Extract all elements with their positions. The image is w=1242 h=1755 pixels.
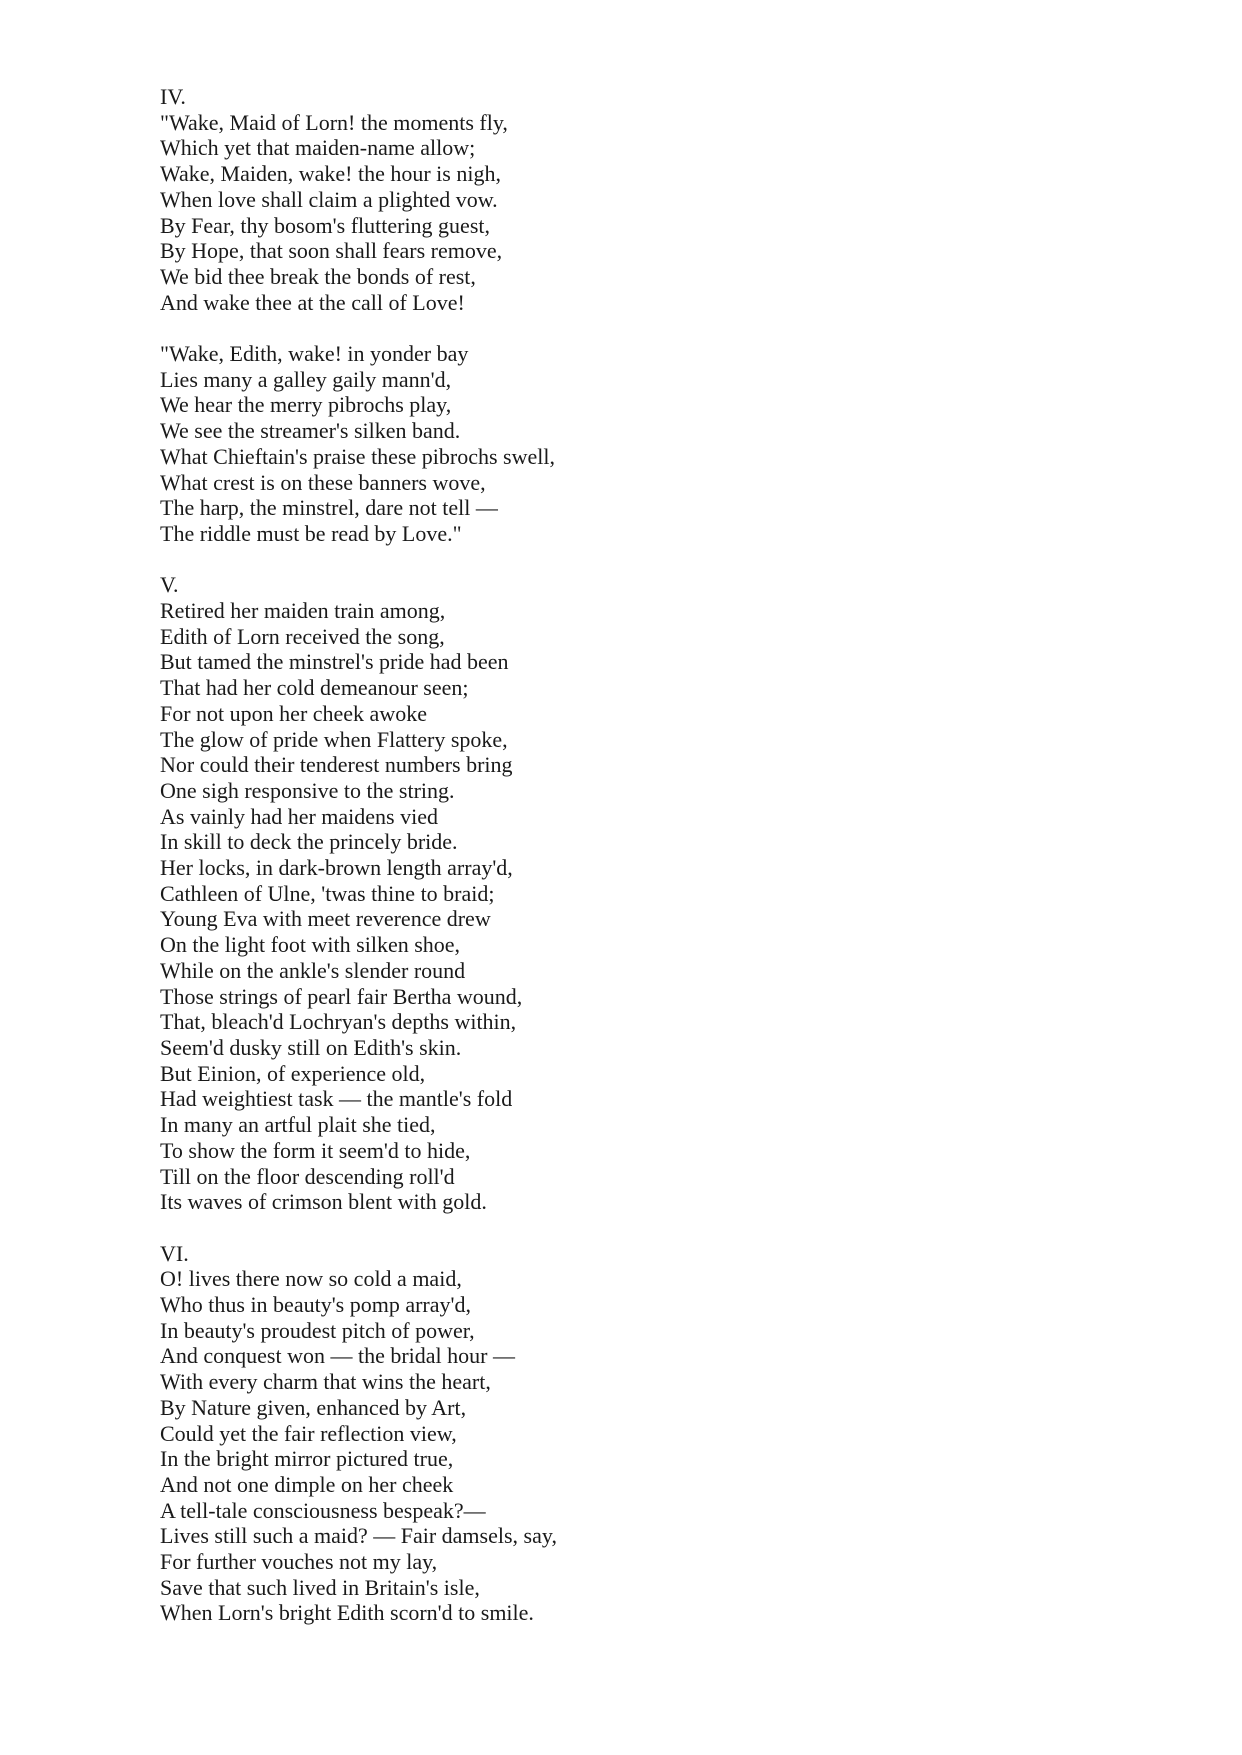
poem-line: While on the ankle's slender round (160, 957, 466, 983)
poem-line: Wake, Maiden, wake! the hour is nigh, (160, 161, 501, 187)
stanza-v (160, 572, 1160, 1215)
poem-line: In many an artful plait she tied, (160, 1112, 436, 1138)
stanza-heading: VI. (160, 1240, 189, 1266)
poem-line: Young Eva with meet reverence drew (160, 906, 491, 932)
poem-line: What crest is on these banners wove, (160, 469, 486, 495)
poem-line: We bid thee break the bonds of rest, (160, 263, 476, 289)
poem-line: And wake thee at the call of Love! (160, 289, 465, 315)
poem-line: The harp, the minstrel, dare not tell — (160, 495, 498, 521)
poem-line: In the bright mirror pictured true, (160, 1446, 454, 1472)
poem-line: Seem'd dusky still on Edith's skin. (160, 1034, 462, 1060)
stanza-vi (160, 1241, 1160, 1627)
poem-line: The glow of pride when Flattery spoke, (160, 726, 508, 752)
poem-line: What Chieftain's praise these pibrochs swell, (160, 443, 555, 469)
poem-line: "Wake, Maid of Lorn! the moments fly, (160, 109, 508, 135)
stanza-iv (160, 84, 1160, 315)
poem-line: The riddle must be read by Love." (160, 520, 462, 546)
poem-line: And not one dimple on her cheek (160, 1471, 454, 1497)
poem-line: That had her cold demeanour seen; (160, 675, 469, 701)
stanza-heading: V. (160, 572, 179, 598)
poem-line: In beauty's proudest pitch of power, (160, 1317, 475, 1343)
stanza-heading: IV. (160, 84, 186, 109)
poem-line: Her locks, in dark-brown length array'd, (160, 855, 513, 881)
poem-page (160, 84, 1160, 1652)
poem-line: Those strings of pearl fair Bertha wound, (160, 983, 523, 1009)
poem-line: That, bleach'd Lochryan's depths within, (160, 1009, 517, 1035)
poem-line: Had weightiest task — the mantle's fold (160, 1086, 513, 1112)
poem-line: But tamed the minstrel's pride had been (160, 649, 509, 675)
poem-line: To show the form it seem'd to hide, (160, 1137, 471, 1163)
poem-line: "Wake, Edith, wake! in yonder bay (160, 341, 469, 367)
poem-line: Edith of Lorn received the song, (160, 623, 445, 649)
poem-line: O! lives there now so cold a maid, (160, 1266, 462, 1292)
poem-line: By Hope, that soon shall fears remove, (160, 238, 503, 264)
poem-line: We hear the merry pibrochs play, (160, 392, 452, 418)
poem-line: By Fear, thy bosom's fluttering guest, (160, 212, 490, 238)
poem-line: When Lorn's bright Edith scorn'd to smile. (160, 1600, 534, 1626)
poem-line: One sigh responsive to the string. (160, 777, 455, 803)
poem-line: Its waves of crimson blent with gold. (160, 1189, 487, 1215)
poem-line: Lies many a galley gaily mann'd, (160, 366, 452, 392)
poem-line: By Nature given, enhanced by Art, (160, 1394, 467, 1420)
poem-line: Which yet that maiden-name allow; (160, 135, 476, 161)
poem-line: Could yet the fair reflection view, (160, 1420, 457, 1446)
poem-line: Nor could their tenderest numbers bring (160, 752, 513, 778)
poem-line: Retired her maiden train among, (160, 598, 446, 624)
poem-line: When love shall claim a plighted vow. (160, 186, 498, 212)
poem-line: With every charm that wins the heart, (160, 1369, 491, 1395)
poem-line: Cathleen of Ulne, 'twas thine to braid; (160, 880, 495, 906)
poem-line: On the light foot with silken shoe, (160, 932, 461, 958)
poem-line: Save that such lived in Britain's isle, (160, 1574, 480, 1600)
poem-line: For further vouches not my lay, (160, 1549, 438, 1575)
poem-line: Lives still such a maid? — Fair damsels, say, (160, 1523, 557, 1549)
poem-line: Till on the floor descending roll'd (160, 1163, 455, 1189)
poem-line: A tell-tale consciousness bespeak?— (160, 1497, 486, 1523)
stanza-iv-continued (160, 341, 1160, 547)
poem-line: In skill to deck the princely bride. (160, 829, 458, 855)
poem-line: Who thus in beauty's pomp array'd, (160, 1292, 471, 1317)
poem-line: And conquest won — the bridal hour — (160, 1343, 515, 1369)
poem-line: For not upon her cheek awoke (160, 700, 427, 726)
poem-line: But Einion, of experience old, (160, 1060, 426, 1086)
poem-line: As vainly had her maidens vied (160, 803, 438, 829)
poem-line: We see the streamer's silken band. (160, 418, 461, 444)
